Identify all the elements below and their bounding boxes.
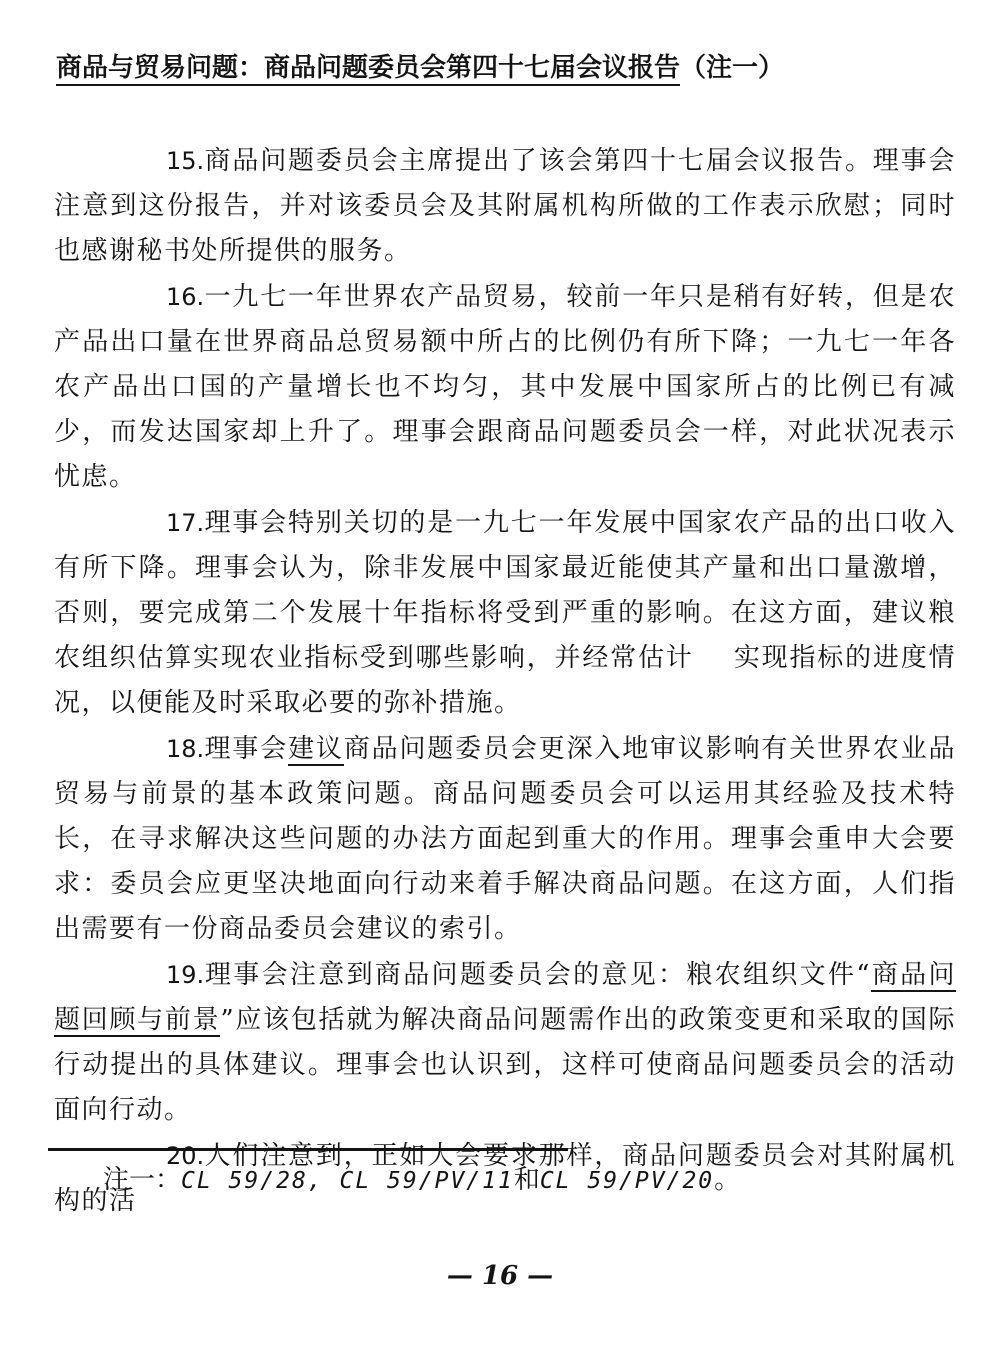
document-body [54,139,956,1224]
footnote-divider [48,1148,568,1151]
heading-note: （注一） [680,53,785,83]
underlined-document-title: 商品问题回顾与前景 [54,960,956,1035]
paragraph-19 [54,953,956,1133]
underlined-phrase: 建议 [288,734,344,764]
footnote-refs-2: CL 59/PV/20 [539,1168,715,1194]
paragraph-text: 人们注意到，正如大会要求那样，商品问题委员会对其附属机构的活 [54,1141,956,1216]
paragraph-number: 18. [166,735,205,763]
paragraph-number: 15. [166,147,205,175]
paragraph-text: ”应该包括就为解决商品问题需作出的政策变更和采取的国际行动提出的具体建议。理事会也认识到，这样可使商品问题委员会的活动面向行动。 [54,1005,956,1125]
paragraph-16 [54,275,956,500]
paragraph-text: 商品问题委员会更深入地审议影响有关世界农业品贸易与前景的基本政策问题。商品问题委员会可以运用其经验及技术特长，在寻求解决这些问题的办法方面起到重大的作用。理事会重申大会要求：委员会应更坚决地面向行动来着手解决商品问题。在这方面，人们指出需要有一份商品委员会建议的索引。 [54,734,956,944]
paragraph-number: 19. [166,961,205,989]
paragraph-number: 20. [166,1142,205,1170]
paragraph-number: 17. [166,509,205,537]
footnote-end: 。 [714,1165,741,1195]
paragraph-number: 16. [166,283,205,311]
paragraph-lead: 理事会注意到商品问题委员会的意见：粮农组织文件“ [204,960,872,990]
footnote-conjunction: 和 [513,1165,540,1195]
footnote-refs: CL 59/28, CL 59/PV/11 [181,1168,514,1194]
paragraph-18 [54,727,956,952]
page-number: — 16 — [446,1261,554,1291]
paragraph-text: 商品问题委员会主席提出了该会第四十七届会议报告。理事会注意到这份报告，并对该委员会及其附属机构所做的工作表示欣慰；同时也感谢秘书处所提供的服务。 [54,146,956,266]
paragraph-text: 理事会特别关切的是一九七一年发展中国家农产品的出口收入有所下降。理事会认为，除非发展中国家最近能使其产量和出口量激增，否则，要完成第二个发展十年指标将受到严重的影响。在这方面，建议粮农组织估算实现农业指标受到哪些影响，并经常估计 实现指标的进度情况，以便能及时采取必要的弥补措施。 [54,508,956,718]
footnote [103,1160,740,1201]
paragraph-lead: 理事会 [204,734,289,764]
paragraph-15 [54,139,956,274]
footnote-label: 注一： [103,1165,182,1195]
paragraph-17 [54,501,956,726]
page-heading [56,48,784,88]
paragraph-text: 一九七一年世界农产品贸易，较前一年只是稍有好转，但是农产品出口量在世界商品总贸易额中所占的比例仍有所下降；一九七一年各农产品出口国的产量增长也不均匀，其中发展中国家所占的比例已有减少，而发达国家却上升了。理事会跟商品问题委员会一样，对此状况表示忧虑。 [54,282,956,492]
heading-title: 商品与贸易问题：商品问题委员会第四十七届会议报告 [56,53,680,86]
